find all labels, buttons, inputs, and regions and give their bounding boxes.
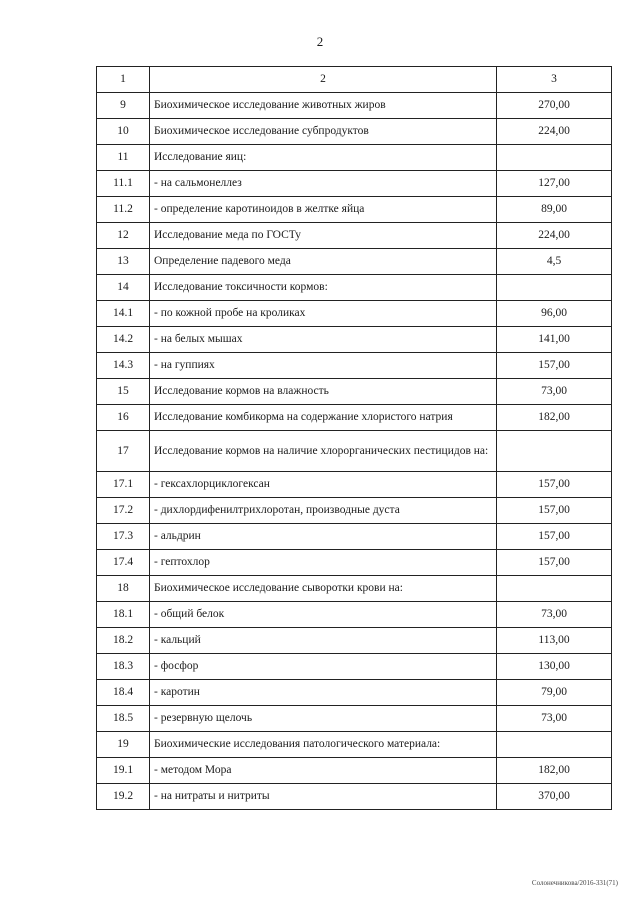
table-row <box>97 405 612 431</box>
table-row <box>97 197 612 223</box>
table-row <box>97 379 612 405</box>
row-name-cell: Исследование токсичности кормов: <box>150 275 497 301</box>
row-name-cell: Определение падевого меда <box>150 249 497 275</box>
row-number-cell: 14.3 <box>97 353 150 379</box>
row-number-cell: 17 <box>97 431 150 472</box>
table-row <box>97 680 612 706</box>
row-name-cell: - определение каротиноидов в желтке яйца <box>150 197 497 223</box>
row-number-cell: 18.3 <box>97 654 150 680</box>
table-row <box>97 171 612 197</box>
row-price-cell: 130,00 <box>497 654 612 680</box>
row-number-cell: 12 <box>97 223 150 249</box>
row-price-cell: 370,00 <box>497 784 612 810</box>
table-row <box>97 732 612 758</box>
row-name-cell: - на нитраты и нитриты <box>150 784 497 810</box>
row-number-cell: 17.2 <box>97 498 150 524</box>
table-row <box>97 498 612 524</box>
row-name-cell: - кальций <box>150 628 497 654</box>
row-price-cell: 73,00 <box>497 602 612 628</box>
row-name-cell: Исследование яиц: <box>150 145 497 171</box>
row-name-cell: Исследование кормов на влажность <box>150 379 497 405</box>
table-row <box>97 93 612 119</box>
row-number-cell: 13 <box>97 249 150 275</box>
table-row <box>97 301 612 327</box>
row-price-cell: 157,00 <box>497 353 612 379</box>
row-number-cell: 18 <box>97 576 150 602</box>
row-number-cell: 18.1 <box>97 602 150 628</box>
row-price-cell: 182,00 <box>497 405 612 431</box>
row-price-cell: 113,00 <box>497 628 612 654</box>
row-price-cell: 127,00 <box>497 171 612 197</box>
table-row <box>97 602 612 628</box>
header-cell-1: 1 <box>97 67 150 93</box>
table-row <box>97 550 612 576</box>
row-price-cell: 73,00 <box>497 379 612 405</box>
table-row <box>97 145 612 171</box>
row-price-cell: 182,00 <box>497 758 612 784</box>
row-price-cell: 157,00 <box>497 524 612 550</box>
row-name-cell: Исследование комбикорма на содержание хлористого натрия <box>150 405 497 431</box>
row-number-cell: 9 <box>97 93 150 119</box>
row-number-cell: 19.2 <box>97 784 150 810</box>
row-price-cell <box>497 576 612 602</box>
row-number-cell: 18.5 <box>97 706 150 732</box>
row-number-cell: 11 <box>97 145 150 171</box>
row-price-cell: 96,00 <box>497 301 612 327</box>
table-row <box>97 576 612 602</box>
row-price-cell: 141,00 <box>497 327 612 353</box>
row-name-cell: - гексахлорциклогексан <box>150 472 497 498</box>
row-number-cell: 10 <box>97 119 150 145</box>
table-row <box>97 654 612 680</box>
table-row <box>97 784 612 810</box>
row-name-cell: Биохимическое исследование сыворотки крови на: <box>150 576 497 602</box>
row-price-cell <box>497 275 612 301</box>
row-number-cell: 16 <box>97 405 150 431</box>
row-price-cell: 73,00 <box>497 706 612 732</box>
table-row <box>97 472 612 498</box>
row-price-cell: 157,00 <box>497 498 612 524</box>
row-name-cell: - на сальмонеллез <box>150 171 497 197</box>
row-name-cell: - фосфор <box>150 654 497 680</box>
table-row <box>97 431 612 472</box>
row-name-cell: - дихлордифенилтрихлоротан, производные дуста <box>150 498 497 524</box>
table-row <box>97 249 612 275</box>
row-price-cell: 4,5 <box>497 249 612 275</box>
row-name-cell: - общий белок <box>150 602 497 628</box>
row-number-cell: 15 <box>97 379 150 405</box>
table-header-row <box>97 67 612 93</box>
row-number-cell: 17.3 <box>97 524 150 550</box>
table-row <box>97 524 612 550</box>
price-table <box>96 66 612 810</box>
table-row <box>97 327 612 353</box>
table-row <box>97 223 612 249</box>
row-price-cell: 224,00 <box>497 223 612 249</box>
row-number-cell: 19.1 <box>97 758 150 784</box>
row-price-cell: 89,00 <box>497 197 612 223</box>
row-name-cell: - каротин <box>150 680 497 706</box>
document-footer-code: Солонечникова/2016-331(71) <box>531 879 618 887</box>
row-name-cell: - резервную щелочь <box>150 706 497 732</box>
row-price-cell: 270,00 <box>497 93 612 119</box>
row-name-cell: Исследование меда по ГОСТу <box>150 223 497 249</box>
row-number-cell: 14 <box>97 275 150 301</box>
row-number-cell: 19 <box>97 732 150 758</box>
row-price-cell <box>497 732 612 758</box>
row-number-cell: 14.2 <box>97 327 150 353</box>
header-cell-2: 2 <box>150 67 497 93</box>
row-number-cell: 11.1 <box>97 171 150 197</box>
row-name-cell: - по кожной пробе на кроликах <box>150 301 497 327</box>
row-number-cell: 11.2 <box>97 197 150 223</box>
table-row <box>97 628 612 654</box>
table-row <box>97 758 612 784</box>
table-row <box>97 275 612 301</box>
row-price-cell: 157,00 <box>497 472 612 498</box>
row-number-cell: 18.4 <box>97 680 150 706</box>
header-cell-3: 3 <box>497 67 612 93</box>
row-name-cell: Биохимическое исследование субпродуктов <box>150 119 497 145</box>
row-name-cell: Исследование кормов на наличие хлорорганических пестицидов на: <box>150 431 497 472</box>
row-price-cell: 224,00 <box>497 119 612 145</box>
row-price-cell <box>497 145 612 171</box>
row-price-cell: 157,00 <box>497 550 612 576</box>
row-number-cell: 14.1 <box>97 301 150 327</box>
row-name-cell: - на белых мышах <box>150 327 497 353</box>
row-price-cell: 79,00 <box>497 680 612 706</box>
row-name-cell: - альдрин <box>150 524 497 550</box>
table-row <box>97 706 612 732</box>
row-price-cell <box>497 431 612 472</box>
row-number-cell: 17.4 <box>97 550 150 576</box>
row-number-cell: 17.1 <box>97 472 150 498</box>
row-name-cell: - методом Мора <box>150 758 497 784</box>
table-row <box>97 353 612 379</box>
table-row <box>97 119 612 145</box>
table-body <box>97 67 612 810</box>
row-number-cell: 18.2 <box>97 628 150 654</box>
row-name-cell: - на гуппиях <box>150 353 497 379</box>
page-number: 2 <box>316 34 324 49</box>
row-name-cell: Биохимические исследования патологического материала: <box>150 732 497 758</box>
row-name-cell: Биохимическое исследование животных жиров <box>150 93 497 119</box>
row-name-cell: - гептохлор <box>150 550 497 576</box>
